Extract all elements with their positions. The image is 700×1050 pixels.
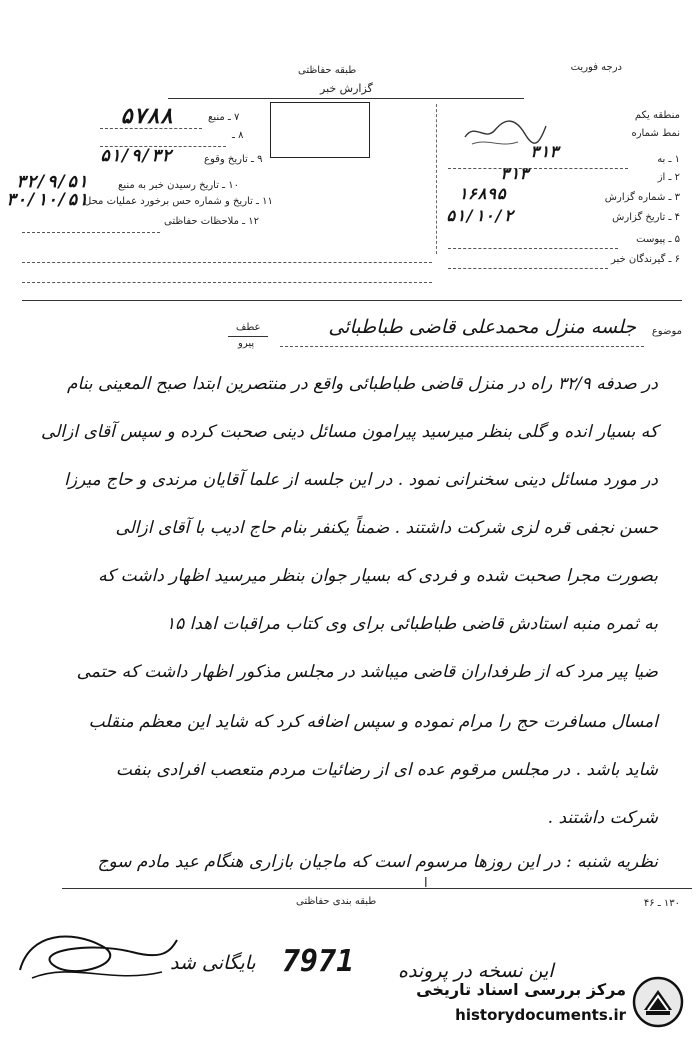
side-box-ref: عطف bbox=[236, 322, 261, 333]
body-line-7: ضیا پیر مرد که از طرفداران قاضی میباشد در مجلس مذکور اظهار داشت که حتمی bbox=[76, 662, 658, 682]
field-report-date-value: ۵۱/۱۰/۲ bbox=[446, 206, 514, 225]
field-8-label: ۸ ـ bbox=[232, 130, 244, 141]
field-to-label: ۱ ـ به bbox=[657, 154, 680, 165]
body-line-1: در صدفه ۳۲/۹ راه در منزل قاضی طباطبائی واقع در منتصرین ابتدا صبح المعینی بنام bbox=[67, 374, 658, 394]
body-line-5: بصورت مجرا صحبت شده و فردی که بسیار جوان بنظر میرسید اظهار داشت که bbox=[98, 566, 658, 586]
footer-rule bbox=[62, 888, 692, 889]
field-date-ops-value: ۳۰/۱۰/۵۱ bbox=[6, 190, 88, 210]
header-rule bbox=[168, 98, 524, 99]
field-section-label: نمط شماره bbox=[631, 128, 680, 139]
body-line-3: در مورد مسائل دینی سخنرانی نمود . در این جلسه از علما آقایان مرندی و حاج میرزا bbox=[64, 470, 658, 490]
subject-rule-top bbox=[22, 300, 682, 301]
watermark-book-icon bbox=[632, 976, 684, 1028]
form-code: ۱۳۰ ـ ۴۶ bbox=[643, 898, 680, 909]
side-box-follow: پیرو bbox=[238, 338, 255, 349]
annotation-text: این نسخه در پرونده bbox=[398, 960, 554, 982]
body-line-10: شرکت داشتند . bbox=[547, 808, 658, 828]
footer-protection-class: طبقه بندی حفاظتی bbox=[296, 896, 377, 907]
field-from-value: ۳۱۳ bbox=[500, 164, 529, 183]
field-report-number-label: ۳ ـ شماره گزارش bbox=[604, 192, 680, 203]
body-line-2: که بسیار انده و گلی بنظر میرسید پیرامون مسائل دینی صحبت کرده و سپس آقای ازالی bbox=[41, 422, 658, 442]
body-line-6: به ثمره منبه استادش قاضی طباطبائی برای وی کتاب مراقبات اهدا ۱۵ bbox=[165, 614, 658, 634]
field-date-received-label: ۱۰ ـ تاریخ رسیدن خبر به منبع bbox=[118, 180, 240, 191]
center-divider bbox=[436, 104, 437, 254]
field-protection-notes-label: ۱۲ ـ ملاحظات حفاظتی bbox=[164, 216, 259, 227]
footer-mark: ا bbox=[424, 876, 428, 891]
field-section-value: ۳۱۳ bbox=[530, 142, 559, 161]
annotation-tail: بایگانی شد bbox=[170, 952, 256, 974]
watermark-url: historydocuments.ir bbox=[455, 1006, 626, 1024]
header-box bbox=[270, 102, 370, 158]
field-date-received-value: ۳۲/۹/۵۱ bbox=[16, 172, 88, 192]
body-line-4: حسن نجفی قره لزی شرکت داشتند . ضمناً یکنفر بنام حاج ادیب با آقای ازالی bbox=[115, 518, 658, 538]
body-line-9: شاید باشد . در مجلس مرقوم عده ای از رضائیات مردم متعصب افرادی بنفت bbox=[115, 760, 658, 780]
report-title: گزارش خبر bbox=[320, 82, 373, 95]
urgency-label: درجه فوریت bbox=[570, 62, 622, 73]
field-report-number-value: ۱۶۸۹۵ bbox=[458, 184, 507, 203]
body-line-8: امسال مسافرت حج را مرام نموده و سپس اضافه کرد که شاید این معظم منقلب bbox=[88, 712, 658, 732]
field-report-date-label: ۴ ـ تاریخ گزارش bbox=[612, 212, 680, 223]
field-date-ops-label: ۱۱ ـ تاریخ و شماره حس برخورد عملیات محل bbox=[84, 196, 273, 207]
field-source-value: ۵۷۸۸ bbox=[120, 104, 173, 129]
field-source-label: ۷ ـ منبع bbox=[208, 112, 240, 123]
signature-scribble bbox=[12, 922, 182, 992]
body-line-11: نظریه شنبه : در این روزها مرسوم است که ماجیان بازاری هنگام عید مادم سوج bbox=[97, 852, 658, 872]
field-date-occurred-label: ۹ ـ تاریخ وقوع bbox=[204, 154, 263, 165]
watermark-logo bbox=[404, 976, 684, 1036]
field-date-occurred-value: ۵۱/۹/۳۲ bbox=[100, 146, 172, 166]
watermark-name: مرکز بررسی اسناد تاریخی bbox=[416, 980, 626, 999]
field-region-label: منطقه یکم bbox=[634, 110, 680, 121]
subject-text: جلسه منزل محمدعلی قاضی طباطبائی bbox=[328, 316, 636, 338]
subject-label: موضوع bbox=[651, 326, 682, 337]
field-from-label: ۲ ـ از bbox=[657, 172, 680, 183]
protection-class-label: طبقه حفاظتی bbox=[298, 65, 357, 76]
annotation-number: 7971 bbox=[282, 944, 355, 979]
field-attachment-label: ۵ ـ پیوست bbox=[636, 234, 680, 245]
field-recipients-label: ۶ ـ گیرندگان خبر bbox=[610, 254, 680, 265]
